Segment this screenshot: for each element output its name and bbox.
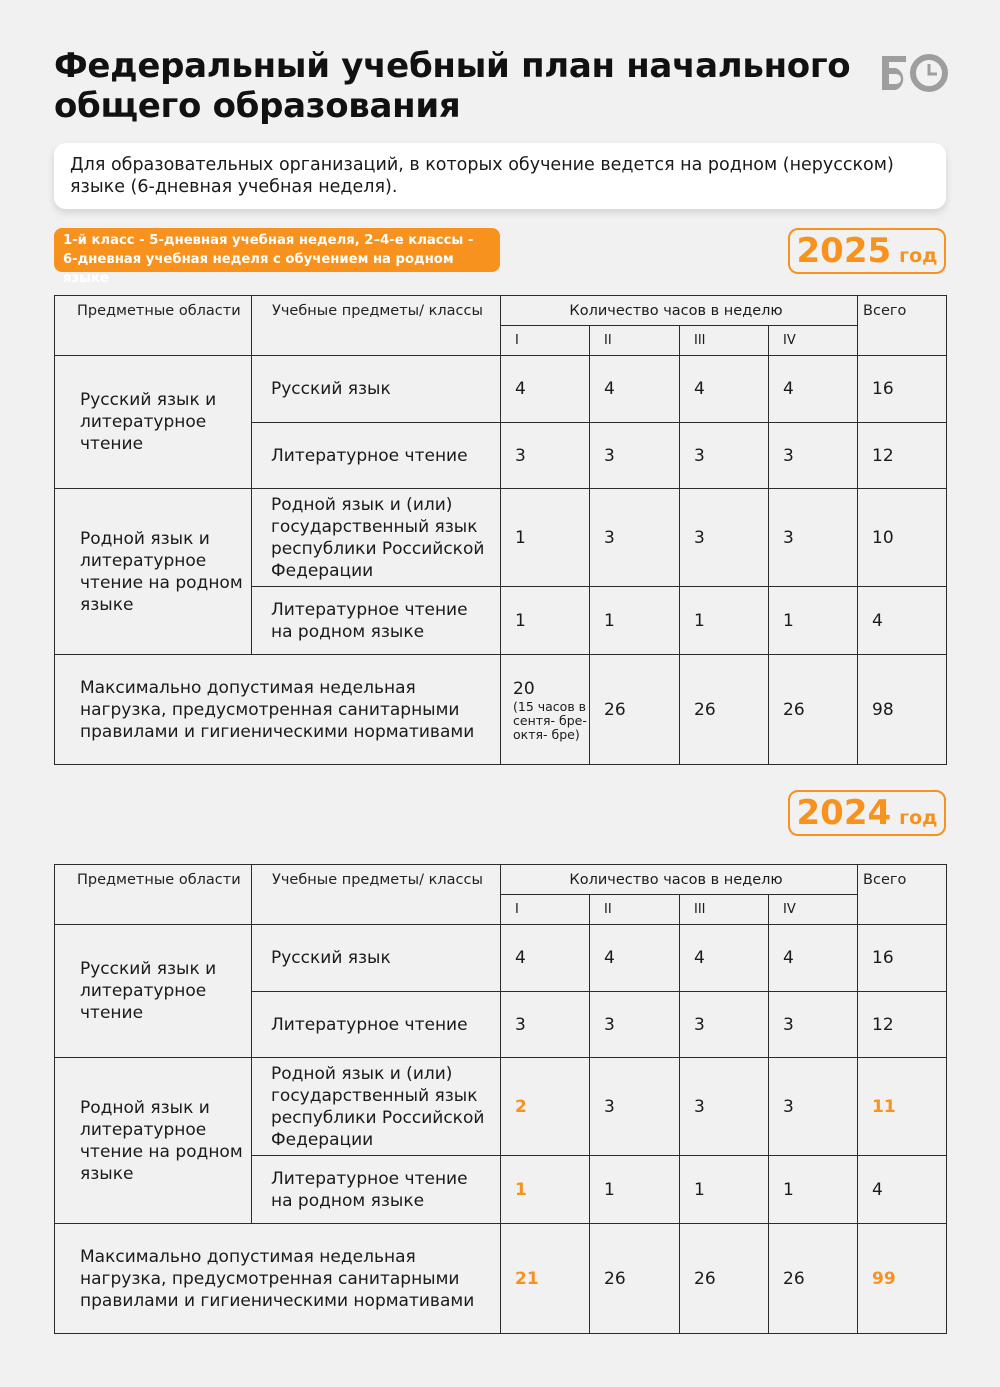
hours-cell: 3	[769, 1058, 858, 1156]
intro-box: Для образовательных организаций, в которых обучение ведется на родном (нерусском) языке (6-дневная учебная неделя).	[54, 143, 946, 209]
hours-cell: 3	[769, 423, 858, 489]
hours-cell-changed: 1	[501, 1156, 590, 1224]
plan-table-2025	[54, 295, 947, 765]
year-suffix: год	[899, 245, 938, 267]
header-subjects: Учебные предметы/ классы	[252, 296, 501, 356]
hours-cell: 3	[769, 992, 858, 1058]
hours-cell: 3	[590, 423, 680, 489]
grade-header: III	[680, 895, 769, 925]
table-row	[55, 356, 947, 423]
header-hours: Количество часов в неделю	[501, 865, 858, 895]
table-row	[55, 655, 947, 765]
max-load-first-value: 20	[513, 678, 535, 699]
hours-cell: 1	[501, 587, 590, 655]
hours-cell: 26	[590, 655, 680, 765]
hours-cell: 1	[501, 489, 590, 587]
grade-header: III	[680, 326, 769, 356]
hours-cell: 4	[769, 356, 858, 423]
subject-name: Русский язык	[252, 925, 501, 992]
hours-cell: 4	[680, 356, 769, 423]
hours-cell: 26	[680, 655, 769, 765]
hours-cell: 4	[769, 925, 858, 992]
max-load-label: Максимально допустимая недельная нагрузка, предусмотренная санитарными правилами и гигиеническими нормативами	[55, 1224, 501, 1334]
subject-name: Литературное чтение на родном языке	[252, 1156, 501, 1224]
subject-name: Литературное чтение	[252, 992, 501, 1058]
hours-cell: 3	[501, 423, 590, 489]
grade-header: I	[501, 895, 590, 925]
hours-cell: 26	[590, 1224, 680, 1334]
hours-cell-changed: 2	[501, 1058, 590, 1156]
hours-cell: 3	[501, 992, 590, 1058]
header-total: Всего	[858, 865, 947, 925]
table-row	[55, 925, 947, 992]
max-load-first: 21	[501, 1224, 590, 1334]
max-load-label: Максимально допустимая недельная нагрузка, предусмотренная санитарными правилами и гигиеническими нормативами	[55, 655, 501, 765]
total-cell: 12	[858, 992, 947, 1058]
hours-cell: 3	[680, 489, 769, 587]
max-load-first-note: (15 часов в сентя- бре-октя- бре)	[513, 698, 587, 742]
year-number: 2024	[796, 793, 892, 833]
total-cell-changed: 11	[858, 1058, 947, 1156]
hours-cell: 3	[680, 1058, 769, 1156]
hours-cell: 4	[501, 925, 590, 992]
grade-header: IV	[769, 895, 858, 925]
hours-cell: 26	[769, 655, 858, 765]
table-row	[55, 1224, 947, 1334]
header-areas: Предметные области	[55, 865, 252, 925]
table-row	[55, 1058, 947, 1156]
hours-cell: 3	[590, 1058, 680, 1156]
total-cell-changed: 99	[858, 1224, 947, 1334]
hours-cell: 4	[680, 925, 769, 992]
hours-cell: 4	[590, 925, 680, 992]
hours-cell: 1	[680, 587, 769, 655]
subject-name: Литературное чтение	[252, 423, 501, 489]
header-total: Всего	[858, 296, 947, 356]
subject-area: Русский язык и литературное чтение	[55, 356, 252, 489]
hours-cell: 1	[680, 1156, 769, 1224]
total-cell: 4	[858, 1156, 947, 1224]
hours-cell: 1	[769, 1156, 858, 1224]
header-subjects: Учебные предметы/ классы	[252, 865, 501, 925]
hours-cell: 3	[680, 423, 769, 489]
total-cell: 98	[858, 655, 947, 765]
grade-header: II	[590, 895, 680, 925]
hours-cell: 3	[590, 489, 680, 587]
hours-cell: 3	[590, 992, 680, 1058]
subject-name: Русский язык	[252, 356, 501, 423]
hours-cell: 26	[680, 1224, 769, 1334]
page-title: Федеральный учебный план начального общего образования	[54, 46, 851, 126]
max-load-first	[501, 655, 590, 765]
total-cell: 16	[858, 925, 947, 992]
hours-cell: 1	[590, 587, 680, 655]
year-number: 2025	[796, 231, 892, 271]
hours-cell: 3	[769, 489, 858, 587]
subject-name: Родной язык и (или) государственный язык республики Российской Федерации	[252, 489, 501, 587]
table-row	[55, 489, 947, 587]
subject-area: Русский язык и литературное чтение	[55, 925, 252, 1058]
total-cell: 16	[858, 356, 947, 423]
hours-cell: 3	[680, 992, 769, 1058]
hours-cell: 1	[769, 587, 858, 655]
hours-cell: 4	[590, 356, 680, 423]
year-badge-2024	[788, 790, 946, 836]
subject-name: Литературное чтение на родном языке	[252, 587, 501, 655]
total-cell: 4	[858, 587, 947, 655]
orange-note: 1-й класс - 5-дневная учебная неделя, 2–4-е классы - 6-дневная учебная неделя с обучением на родном языке	[54, 228, 500, 272]
subject-area: Родной язык и литературное чтение на родном языке	[55, 1058, 252, 1224]
header-hours: Количество часов в неделю	[501, 296, 858, 326]
subject-area: Родной язык и литературное чтение на родном языке	[55, 489, 252, 655]
plan-table-2024	[54, 864, 947, 1334]
hours-cell: 26	[769, 1224, 858, 1334]
hours-cell: 4	[501, 356, 590, 423]
total-cell: 10	[858, 489, 947, 587]
year-badge-2025	[788, 228, 946, 274]
bo-logo-clock-icon	[880, 52, 950, 92]
subject-name: Родной язык и (или) государственный язык республики Российской Федерации	[252, 1058, 501, 1156]
grade-header: IV	[769, 326, 858, 356]
total-cell: 12	[858, 423, 947, 489]
hours-cell: 1	[590, 1156, 680, 1224]
year-suffix: год	[899, 807, 938, 829]
header-areas: Предметные области	[55, 296, 252, 356]
grade-header: II	[590, 326, 680, 356]
grade-header: I	[501, 326, 590, 356]
